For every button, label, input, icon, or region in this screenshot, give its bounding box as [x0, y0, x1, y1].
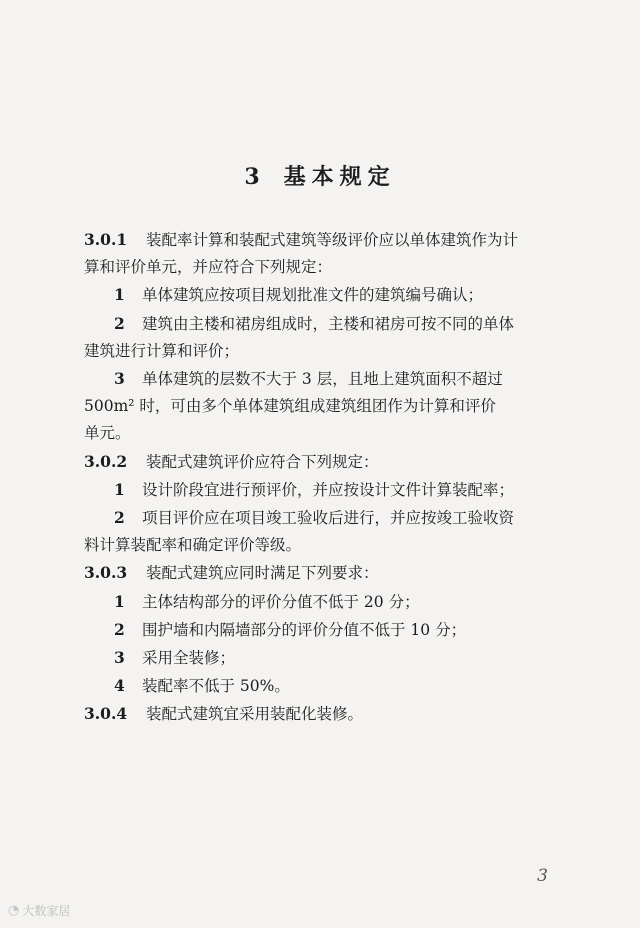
clause-text: 算和评价单元，并应符合下列规定： — [84, 258, 333, 277]
page-number: 3 — [537, 866, 548, 886]
clause-list — [84, 226, 554, 729]
clause-text: 装配式建筑宜采用装配化装修。 — [146, 705, 364, 724]
item-text: 料计算装配率和确定评价等级。 — [84, 536, 302, 555]
item-text: 采用全装修； — [142, 649, 236, 668]
item-number: 2 — [114, 619, 125, 639]
weibo-logo-icon: ◔ — [8, 903, 20, 918]
item-line — [84, 504, 554, 532]
item-text: 单体建筑的层数不大于 3 层，且地上建筑面积不超过 — [142, 370, 503, 389]
item-text: 建筑进行计算和评价； — [84, 341, 240, 360]
item-text: 设计阶段宜进行预评价，并应按设计文件计算装配率； — [142, 480, 515, 499]
chapter-number: 3 — [244, 164, 266, 190]
item-number: 1 — [114, 591, 125, 611]
item-line — [84, 644, 554, 672]
item-line — [84, 588, 554, 616]
clause-line — [84, 700, 554, 728]
item-text: 装配率不低于 50%。 — [142, 677, 290, 696]
chapter-heading — [0, 160, 640, 191]
clause-text: 装配式建筑评价应符合下列规定： — [146, 452, 379, 471]
clause-number: 3.0.3 — [84, 563, 128, 583]
item-line — [84, 310, 554, 338]
item-number: 3 — [114, 648, 125, 668]
item-number: 1 — [114, 479, 125, 499]
item-line — [84, 365, 554, 393]
item-line — [84, 476, 554, 504]
item-text: 主体结构部分的评价分值不低于 20 分； — [142, 592, 420, 611]
item-line — [84, 532, 554, 559]
watermark-text: 大数家居 — [22, 904, 71, 918]
clause-line — [84, 254, 554, 281]
item-number: 2 — [114, 508, 125, 528]
item-text: 500m² 时，可由多个单体建筑组成建筑组团作为计算和评价 — [84, 397, 496, 416]
item-text: 单元。 — [84, 424, 131, 443]
item-line — [84, 672, 554, 700]
item-number: 1 — [114, 285, 125, 305]
item-line — [84, 420, 554, 447]
clause-line — [84, 559, 554, 587]
item-line — [84, 338, 554, 365]
item-text: 围护墙和内隔墙部分的评价分值不低于 10 分； — [142, 620, 467, 639]
clause-number: 3.0.1 — [84, 230, 128, 249]
item-line — [84, 616, 554, 644]
clause-line — [84, 226, 554, 254]
clause-number: 3.0.2 — [84, 451, 128, 471]
item-number: 2 — [114, 313, 125, 333]
clause-text: 装配式建筑应同时满足下列要求： — [146, 564, 379, 583]
item-text: 建筑由主楼和裙房组成时，主楼和裙房可按不同的单体 — [142, 314, 515, 333]
item-text: 单体建筑应按项目规划批准文件的建筑编号确认； — [142, 286, 484, 305]
item-text: 项目评价应在项目竣工验收后进行，并应按竣工验收资 — [142, 509, 515, 528]
clause-line — [84, 448, 554, 476]
item-line — [84, 281, 554, 309]
clause-number: 3.0.4 — [84, 704, 128, 724]
item-line — [84, 393, 554, 420]
item-number: 3 — [114, 369, 125, 389]
chapter-title: 基本规定 — [283, 164, 396, 190]
watermark — [8, 902, 70, 919]
clause-text: 装配率计算和装配式建筑等级评价应以单体建筑作为计 — [146, 231, 519, 249]
item-number: 4 — [114, 676, 125, 696]
